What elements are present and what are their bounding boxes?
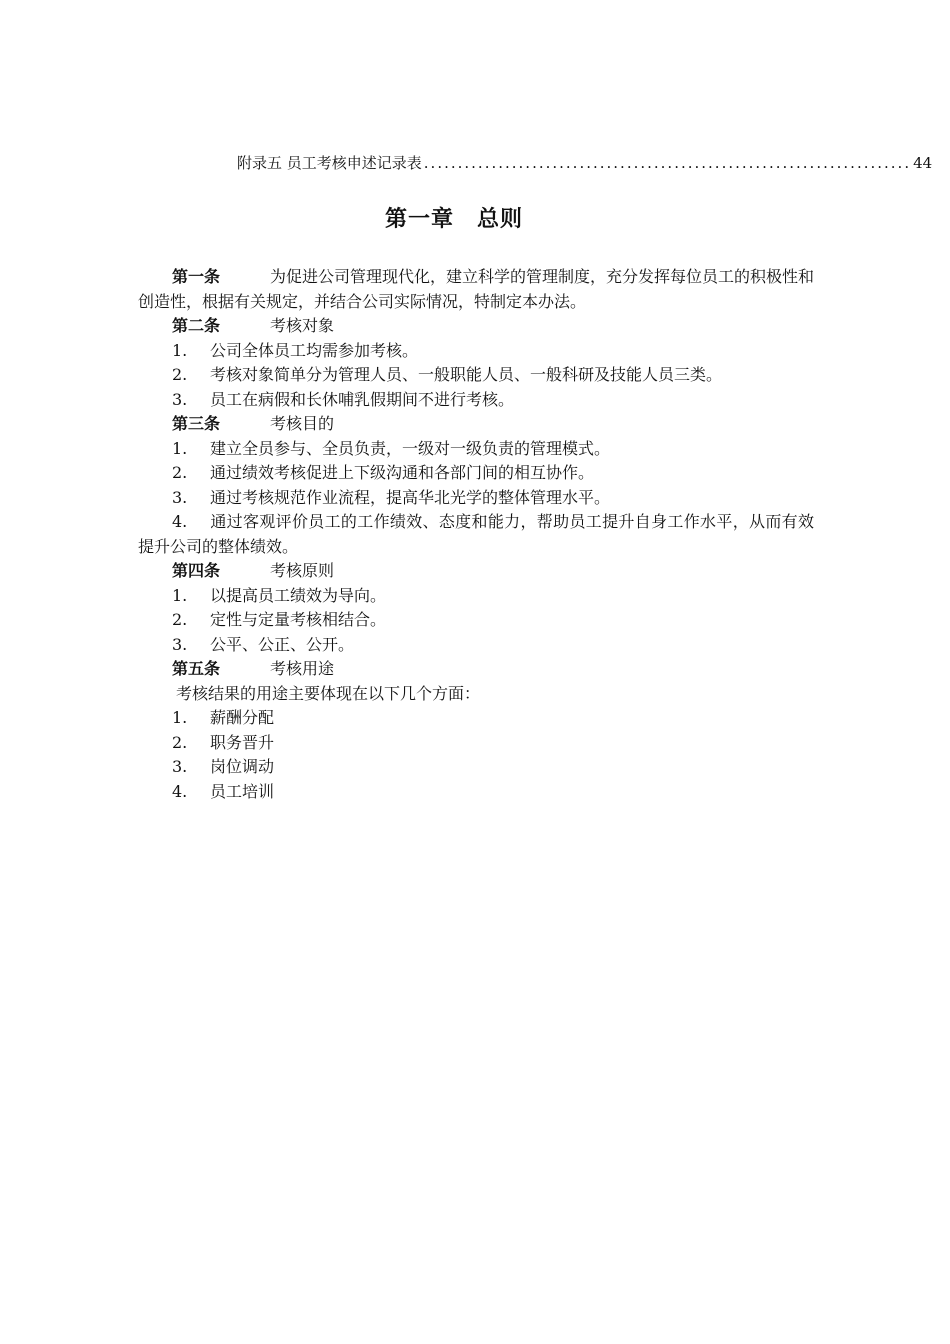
article-5-intro: 考核结果的用途主要体现在以下几个方面： <box>176 683 481 703</box>
article-1 <box>138 265 814 314</box>
list-item-number: 1. <box>172 585 188 605</box>
list-item-number: 2. <box>172 610 188 629</box>
list-item-number: 1. <box>172 708 188 727</box>
article-3-header <box>138 412 814 437</box>
toc-entry-title: 附录五 员工考核申述记录表 <box>237 154 422 172</box>
list-item <box>138 755 814 780</box>
list-item <box>138 437 814 462</box>
list-item-text: 通过考核规范作业流程，提高华北光学的整体管理水平。 <box>210 487 611 507</box>
list-item <box>138 363 814 388</box>
list-item <box>138 388 814 413</box>
article-3-heading: 考核目的 <box>270 414 335 433</box>
list-item-text: 员工培训 <box>210 781 275 801</box>
list-item <box>138 584 814 609</box>
article-5-header <box>138 657 814 682</box>
list-item-text: 通过绩效考核促进上下级沟通和各部门间的相互协作。 <box>210 463 595 482</box>
list-item-number: 2. <box>172 365 188 384</box>
list-item-number: 1. <box>172 340 188 360</box>
list-item-text: 职务晋升 <box>210 732 275 752</box>
article-4-header <box>138 559 814 584</box>
list-item <box>138 633 814 658</box>
article-4-label: 第四条 <box>172 561 221 580</box>
list-item <box>138 780 814 805</box>
list-item-text: 员工在病假和长休哺乳假期间不进行考核。 <box>210 389 515 409</box>
document-body <box>138 265 814 804</box>
article-4-heading: 考核原则 <box>270 561 335 580</box>
list-item-text: 定性与定量考核相结合。 <box>210 610 387 629</box>
list-item <box>138 510 814 559</box>
list-item-text: 以提高员工绩效为导向。 <box>210 585 387 605</box>
list-item-text: 公平、公正、公开。 <box>210 634 355 654</box>
list-item <box>138 706 814 731</box>
toc-entry[interactable] <box>237 151 933 175</box>
list-item-text: 通过客观评价员工的工作绩效、态度和能力，帮助员工提升自身工作水平，从而有效提升公司的整体绩效。 <box>138 512 814 556</box>
list-item-text: 薪酬分配 <box>210 708 275 727</box>
article-2-heading: 考核对象 <box>270 316 335 335</box>
article-1-label: 第一条 <box>172 267 221 286</box>
toc-page-number: 44 <box>913 154 933 172</box>
list-item-number: 3. <box>172 757 188 776</box>
article-2-label: 第二条 <box>172 316 221 335</box>
article-1-text: 为促进公司管理现代化，建立科学的管理制度，充分发挥每位员工的积极性和创造性，根据有关规定，并结合公司实际情况，特制定本办法。 <box>138 267 815 311</box>
chapter-title: 第一章 总则 <box>384 207 523 232</box>
list-item-number: 3. <box>172 389 188 409</box>
list-item-text: 岗位调动 <box>210 757 275 776</box>
list-item <box>138 608 814 633</box>
toc-leader-dots: ........................................................................ <box>423 154 912 172</box>
list-item <box>138 461 814 486</box>
list-item <box>138 486 814 511</box>
list-item-number: 3. <box>172 487 188 507</box>
list-item-number: 4. <box>172 512 188 531</box>
list-item-number: 2. <box>172 463 188 482</box>
list-item-text: 考核对象简单分为管理人员、一般职能人员、一般科研及技能人员三类。 <box>210 365 723 384</box>
list-item-number: 1. <box>172 438 188 458</box>
list-item <box>138 339 814 364</box>
list-item-number: 2. <box>172 732 188 752</box>
article-2-header <box>138 314 814 339</box>
article-5-heading: 考核用途 <box>270 659 335 678</box>
article-3-label: 第三条 <box>172 414 221 433</box>
list-item <box>138 731 814 756</box>
list-item-number: 3. <box>172 634 188 654</box>
list-item-number: 4. <box>172 781 188 801</box>
article-5-label: 第五条 <box>172 659 221 678</box>
list-item-text: 公司全体员工均需参加考核。 <box>210 340 419 360</box>
list-item-text: 建立全员参与、全员负责，一级对一级负责的管理模式。 <box>210 438 611 458</box>
